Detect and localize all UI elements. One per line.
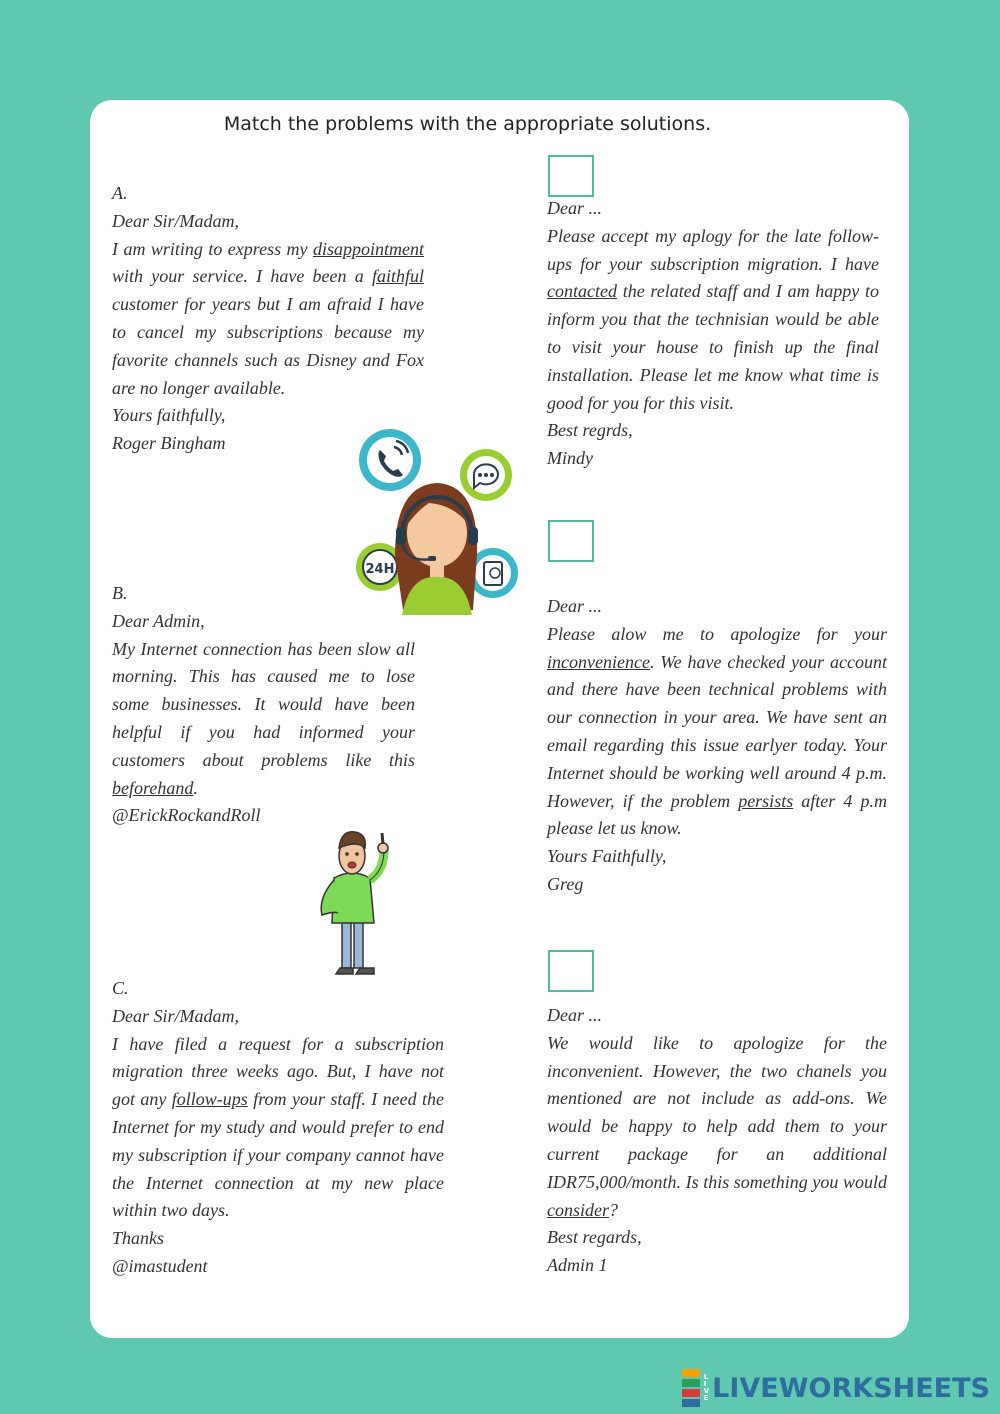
letter-a-greeting: Dear Sir/Madam, [112,210,239,231]
reply-1-greeting: Dear ... [547,198,602,218]
liveworksheets-brand [682,1368,990,1408]
hours-label: 24H [365,562,395,577]
vocab-contacted: contacted [547,281,617,302]
reply-2-signature: Greg [547,873,584,894]
reply-2-greeting: Dear ... [547,596,602,616]
letter-b-greeting: Dear Admin, [112,610,205,631]
reply-1-body: Please accept my aplogy for the late follow-ups for your subscription migration. I have contacted the related staff and I am happy to inform you that the technisian would be able to visit your house to finish up the final installation. Please let me know what time is good for you for this visit. [547,225,879,413]
reply-1-signature: Mindy [547,448,593,469]
reply-3-closing: Best regards, [547,1227,642,1248]
letter-a-label: A. [112,183,128,203]
chat-bubble-icon [460,449,512,501]
vocab-consider: consider [547,1199,609,1220]
agent-figure [395,483,478,615]
answer-box-1[interactable] [548,155,594,197]
letter-b-signature: @ErickRockandRoll [112,805,261,826]
vocab-follow-ups: follow-ups [171,1089,248,1110]
customer-service-illustration [350,425,525,615]
reply-2-body: Please alow me to apologize for your inconvenience. We have checked your account and there have been technical problems with our connection in your area. We have sent an email regarding this issue earlyer today. Your Internet should be working well around 4 p.m. However, if the problem persists after 4 p.m please let us know. [547,623,887,839]
vocab-faithful: faithful [371,266,424,287]
reply-2 [547,593,887,899]
vocab-disappointment: disappointment [313,238,424,259]
letter-c-label: C. [112,978,129,998]
letter-a-body: I am writing to express my disappointment with your service. I have been a faithful customer for years but I am afraid I have to cancel my subscriptions because my favorite channels such as Disney and Fox are no longer available. [112,238,424,398]
brand-logo-letters: L I V E [703,1373,710,1402]
reply-1-closing: Best regrds, [547,420,633,441]
brand-logo-icon [682,1368,700,1408]
reply-3-greeting: Dear ... [547,1005,602,1025]
letter-c-greeting: Dear Sir/Madam, [112,1005,239,1026]
letter-b-body: My Internet connection has been slow all morning. This has caused me to lose some businesses. It would have been helpful if you had informed your customers about problems like this beforehand. [112,638,415,798]
letter-c-body: I have filed a request for a subscription migration three weeks ago. But, I have not got any follow-ups from your staff. I need the Internet for my study and would prefer to end my subscription if your company cannot have the Internet connection at my new place within two days. [112,1033,444,1221]
reply-3-signature: Admin 1 [547,1255,608,1276]
reply-2-closing: Yours Faithfully, [547,846,667,867]
brand-name: LIVEWORKSHEETS [712,1372,990,1404]
vocab-persists: persists [738,790,794,811]
answer-box-3[interactable] [548,950,594,992]
letter-b [112,580,415,830]
reply-1 [547,195,879,473]
vocab-inconvenience: inconvenience [547,651,650,672]
letter-a-signature: Roger Bingham [112,433,226,454]
answer-box-2[interactable] [548,520,594,562]
reply-3-body: We would like to apologize for the inconvenient. However, the two chanels you mentioned are not include as add-ons. We would be happy to help add them to your current package for an additional IDR75,000/month. Is this something you would consider? [547,1032,887,1220]
vocab-beforehand: beforehand [112,777,194,798]
letter-a-closing: Yours faithfully, [112,405,226,426]
phone-icon [359,429,421,491]
letter-c [112,975,444,1281]
letter-a [112,180,424,458]
reply-3 [547,1002,887,1280]
frustrated-man-illustration [312,828,394,978]
letter-c-closing: Thanks [112,1228,165,1249]
letter-b-label: B. [112,583,128,603]
letter-c-signature: @imastudent [112,1255,208,1276]
page-title: Match the problems with the appropriate solutions. [223,113,712,135]
